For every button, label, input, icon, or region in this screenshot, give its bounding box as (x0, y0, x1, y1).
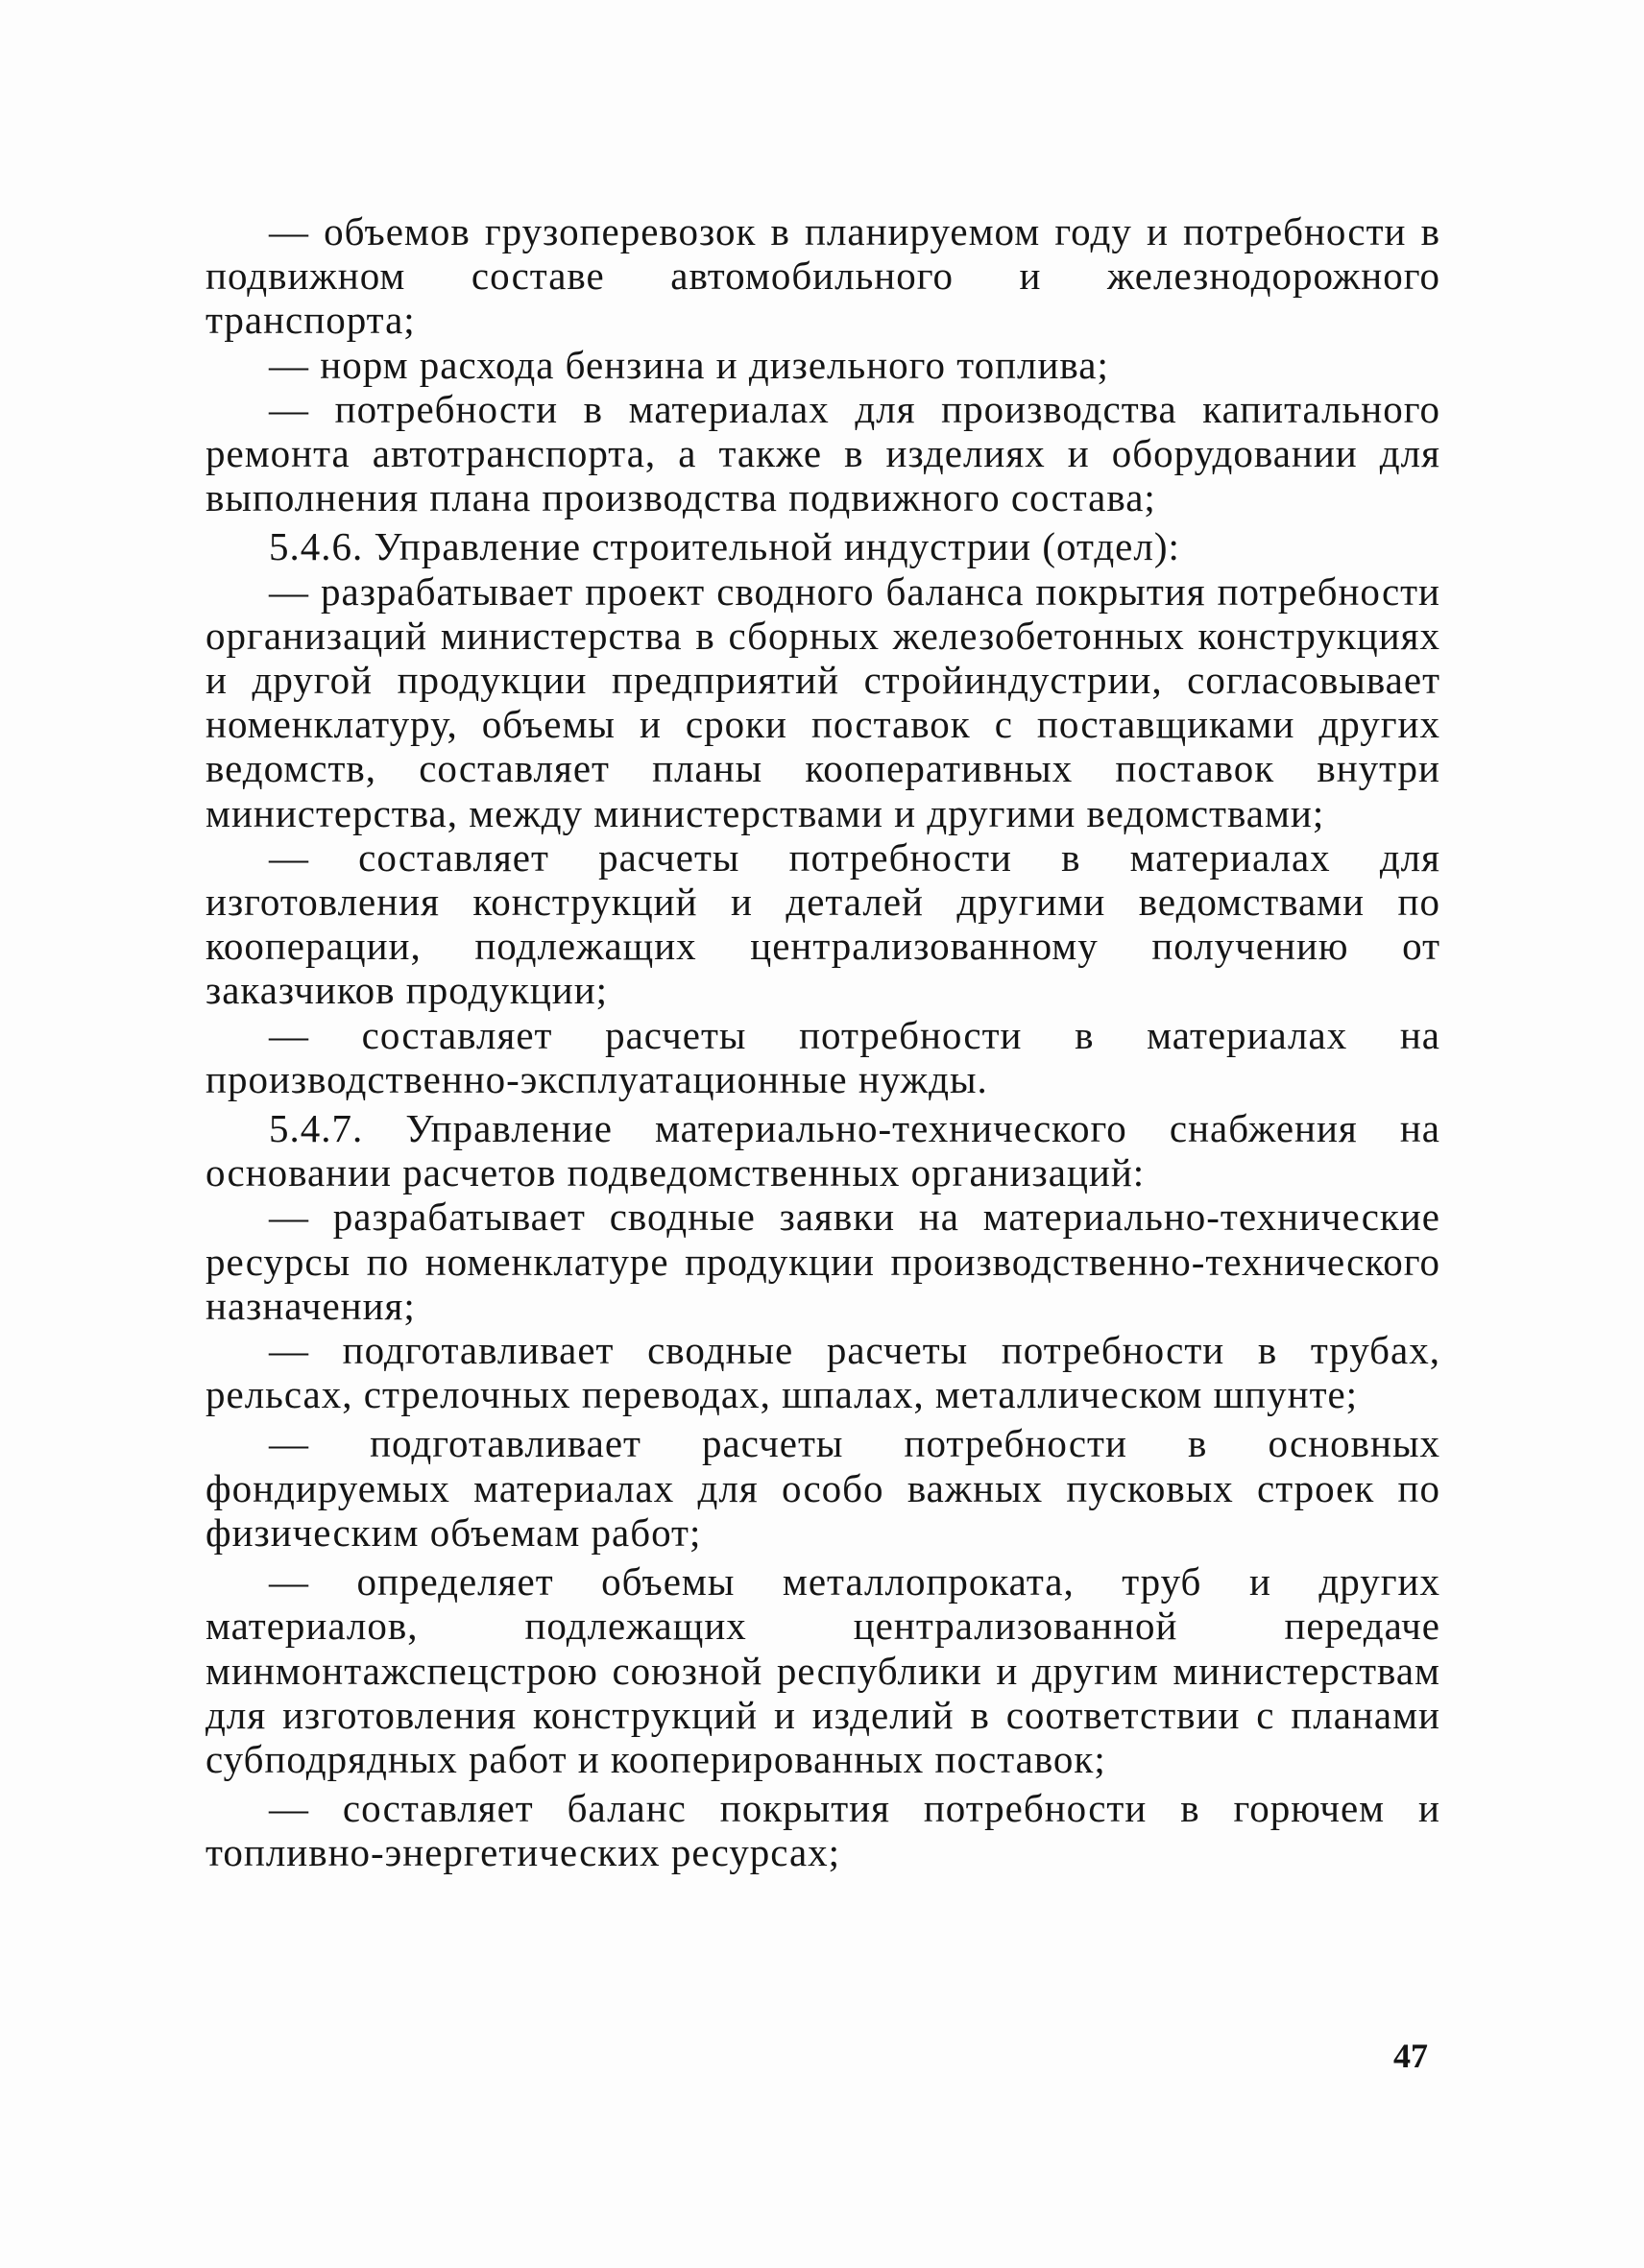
body-text (206, 209, 1440, 1875)
page-number: 47 (1393, 2037, 1428, 2075)
paragraph-cooperation-materials: — составляет расчеты потребности в материалах для изготовления конструкций и деталей другими ведомствами по кооперации, подлежащих централизованному получению от заказчиков продукции; (206, 834, 1440, 1013)
paragraph-consolidated-requests: — разрабатывает сводные заявки на материально-технические ресурсы по номенклатуре продукции производственно-технического назначения; (206, 1194, 1440, 1328)
paragraph-fuel-norms: — норм расхода бензина и дизельного топлива; (269, 342, 1109, 387)
paragraph-rolled-metal: — определяет объемы металлопроката, труб и других материалов, подлежащих централизованной передаче минмонтажспецстрою союзной республики и другим министерствам для изготовления конструкций и изделий в соответствии с планами субподрядных работ и кооперированных поставок; (206, 1559, 1440, 1781)
paragraph-freight-volumes: — объемов грузоперевозок в планируемом году и потребности в подвижном составе автомобильного и железнодорожного транспорта; (206, 209, 1440, 343)
paragraph-pipes-rails: — подготавливает сводные расчеты потребности в трубах, рельсах, стрелочных переводах, шпалах, металлическом шпунте; (206, 1328, 1440, 1417)
section-heading-5-4-7: 5.4.7. Управление материально-технического снабжения на основании расчетов подведомственных организаций: (206, 1106, 1440, 1195)
section-heading-5-4-6: 5.4.6. Управление строительной индустрии (отдел): (269, 524, 1180, 569)
paragraph-operational-needs: — составляет расчеты потребности в материалах на производственно-эксплуатационные нужды. (206, 1012, 1440, 1101)
paragraph-fuel-balance: — составляет баланс покрытия потребности в горючем и топливно-энергетических ресурсах; (206, 1786, 1440, 1875)
paragraph-repair-materials: — потребности в материалах для производства капитального ремонта автотранспорта, а также в изделиях и оборудовании для выполнения плана производства подвижного состава; (206, 386, 1440, 520)
paragraph-consolidated-balance: — разрабатывает проект сводного баланса покрытия потребности организаций министерства в сборных железобетонных конструкциях и другой продукции предприятий стройиндустрии, согласовывает номенклатуру, объемы и сроки поставок с поставщиками других ведомств, составляет планы кооперативных поставок внутри министерства, между министерствами и другими ведомствами; (206, 568, 1440, 835)
paragraph-priority-construction: — подготавливает расчеты потребности в основных фондируемых материалах для особо важных пусковых строек по физическим объемам работ; (206, 1421, 1440, 1555)
